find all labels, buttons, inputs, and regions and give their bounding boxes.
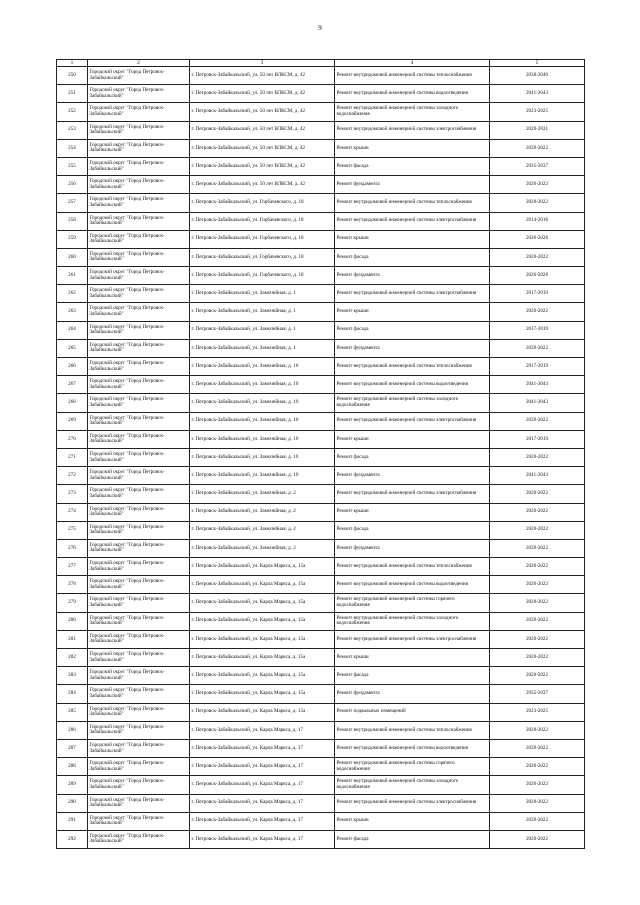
address-cell: г. Петровск-Забайкальский, ул. Замочнйная, д. 2 (190, 485, 335, 503)
column-header: 4 (335, 60, 490, 67)
row-number-cell: 286 (57, 721, 88, 739)
work-type-cell: Ремонт внутридомовой инженерной системы холодного водоснабжения (335, 394, 490, 412)
period-cell: 2020-2022 (490, 539, 585, 557)
table-row (57, 412, 585, 430)
work-type-cell: Ремонт внутридомовой инженерной системы водоотведения (335, 85, 490, 103)
period-cell: 2020-2022 (490, 649, 585, 667)
municipality-cell: Городской округ "Город Петровск-Забайкальский" (88, 194, 190, 212)
row-number-cell: 282 (57, 649, 88, 667)
table-row (57, 139, 585, 157)
table-row (57, 758, 585, 776)
work-type-cell: Ремонт фасада (335, 448, 490, 466)
address-cell: г. Петровск-Забайкальский, ул. Карла Маркса, д. 15а (190, 667, 335, 685)
address-cell: г. Петровск-Забайкальский, ул. Замочнйная, д. 2 (190, 503, 335, 521)
work-type-cell: Ремонт внутридомовой инженерной системы электроснабжения (335, 212, 490, 230)
address-cell: г. Петровск-Забайкальский, ул. 50 лет ВЛКСМ, д. 42 (190, 103, 335, 121)
row-number-cell: 270 (57, 430, 88, 448)
period-cell: 2023-2025 (490, 703, 585, 721)
row-number-cell: 279 (57, 594, 88, 612)
work-type-cell: Ремонт внутридомовой инженерной системы горячего водоснабжения (335, 594, 490, 612)
municipality-cell: Городской округ "Город Петровск-Забайкальский" (88, 412, 190, 430)
address-cell: г. Петровск-Забайкальский, ул. Горбачевского, д. 18 (190, 267, 335, 285)
period-cell: 2017-2019 (490, 321, 585, 339)
table-row (57, 67, 585, 85)
work-type-cell: Ремонт крыши (335, 139, 490, 157)
municipality-cell: Городской округ "Город Петровск-Забайкальский" (88, 539, 190, 557)
period-cell: 2020-2022 (490, 485, 585, 503)
column-header: 2 (88, 60, 190, 67)
municipality-cell: Городской округ "Город Петровск-Забайкальский" (88, 794, 190, 812)
page-number: 9 (318, 24, 322, 32)
table-row (57, 230, 585, 248)
table-row (57, 721, 585, 739)
address-cell: г. Петровск-Забайкальский, ул. Карла Маркса, д. 17 (190, 776, 335, 794)
period-cell: 2020-2022 (490, 594, 585, 612)
work-type-cell: Ремонт фундамента (335, 467, 490, 485)
municipality-cell: Городской округ "Город Петровск-Забайкальский" (88, 212, 190, 230)
table-row (57, 521, 585, 539)
period-cell: 2041-2043 (490, 85, 585, 103)
row-number-cell: 256 (57, 176, 88, 194)
municipality-cell: Городской округ "Город Петровск-Забайкальский" (88, 321, 190, 339)
row-number-cell: 264 (57, 321, 88, 339)
column-header: 1 (57, 60, 88, 67)
row-number-cell: 281 (57, 630, 88, 648)
address-cell: г. Петровск-Забайкальский, ул. Карла Маркса, д. 17 (190, 721, 335, 739)
period-cell: 2020-2022 (490, 303, 585, 321)
address-cell: г. Петровск-Забайкальский, ул. Замочнйная, д. 10 (190, 448, 335, 466)
work-type-cell: Ремонт подвальных помещений (335, 703, 490, 721)
table-row (57, 121, 585, 139)
table-row (57, 485, 585, 503)
period-cell: 2020-2022 (490, 776, 585, 794)
period-cell: 2023-2025 (490, 103, 585, 121)
period-cell: 2038-2040 (490, 67, 585, 85)
municipality-cell: Городской округ "Город Петровск-Забайкальский" (88, 485, 190, 503)
row-number-cell: 284 (57, 685, 88, 703)
work-type-cell: Ремонт внутридомовой инженерной системы электроснабжения (335, 412, 490, 430)
row-number-cell: 272 (57, 467, 88, 485)
municipality-cell: Городской округ "Город Петровск-Забайкальский" (88, 67, 190, 85)
table-header-row (57, 60, 585, 67)
municipality-cell: Городской округ "Город Петровск-Забайкальский" (88, 448, 190, 466)
address-cell: г. Петровск-Забайкальский, ул. Замочнйная, д. 10 (190, 394, 335, 412)
address-cell: г. Петровск-Забайкальский, ул. Замочнйная, д. 10 (190, 430, 335, 448)
municipality-cell: Городской округ "Город Петровск-Забайкальский" (88, 285, 190, 303)
work-type-cell: Ремонт внутридомовой инженерной системы холодного водоснабжения (335, 776, 490, 794)
work-type-cell: Ремонт внутридомовой инженерной системы электроснабжения (335, 121, 490, 139)
period-cell: 2035-2037 (490, 157, 585, 175)
municipality-cell: Городской округ "Город Петровск-Забайкальский" (88, 358, 190, 376)
municipality-cell: Городской округ "Город Петровск-Забайкальский" (88, 121, 190, 139)
work-type-cell: Ремонт фундамента (335, 176, 490, 194)
row-number-cell: 268 (57, 394, 88, 412)
address-cell: г. Петровск-Забайкальский, ул. Карла Маркса, д. 15а (190, 558, 335, 576)
period-cell: 2020-2022 (490, 412, 585, 430)
table-row (57, 212, 585, 230)
work-type-cell: Ремонт внутридомовой инженерной системы теплоснабжения (335, 558, 490, 576)
row-number-cell: 250 (57, 67, 88, 85)
municipality-cell: Городской округ "Город Петровск-Забайкальский" (88, 630, 190, 648)
row-number-cell: 258 (57, 212, 88, 230)
row-number-cell: 275 (57, 521, 88, 539)
period-cell: 2041-2043 (490, 467, 585, 485)
table-row (57, 248, 585, 266)
address-cell: г. Петровск-Забайкальский, ул. Карла Маркса, д. 17 (190, 794, 335, 812)
row-number-cell: 260 (57, 248, 88, 266)
work-type-cell: Ремонт внутридомовой инженерной системы холодного водоснабжения (335, 103, 490, 121)
address-cell: г. Петровск-Забайкальский, ул. 50 лет ВЛКСМ, д. 42 (190, 176, 335, 194)
period-cell: 2014-2016 (490, 212, 585, 230)
period-cell: 2020-2022 (490, 812, 585, 830)
row-number-cell: 255 (57, 157, 88, 175)
table-body (57, 67, 585, 849)
table-row (57, 176, 585, 194)
row-number-cell: 253 (57, 121, 88, 139)
municipality-cell: Городской округ "Город Петровск-Забайкальский" (88, 303, 190, 321)
period-cell: 2020-2022 (490, 194, 585, 212)
municipality-cell: Городской округ "Город Петровск-Забайкальский" (88, 394, 190, 412)
address-cell: г. Петровск-Забайкальский, ул. 50 лет ВЛКСМ, д. 42 (190, 121, 335, 139)
address-cell: г. Петровск-Забайкальский, ул. Замочнйная, д. 10 (190, 376, 335, 394)
municipality-cell: Городской округ "Город Петровск-Забайкальский" (88, 612, 190, 630)
row-number-cell: 252 (57, 103, 88, 121)
work-type-cell: Ремонт внутридомовой инженерной системы теплоснабжения (335, 721, 490, 739)
work-type-cell: Ремонт внутридомовой инженерной системы водоотведения (335, 576, 490, 594)
period-cell: 2029-2031 (490, 121, 585, 139)
row-number-cell: 257 (57, 194, 88, 212)
table-row (57, 830, 585, 848)
work-type-cell: Ремонт фасада (335, 667, 490, 685)
work-type-cell: Ремонт фундамента (335, 539, 490, 557)
period-cell: 2020-2022 (490, 139, 585, 157)
work-type-cell: Ремонт внутридомовой инженерной системы холодного водоснабжения (335, 612, 490, 630)
table-row (57, 376, 585, 394)
table-row (57, 539, 585, 557)
period-cell: 2020-2022 (490, 758, 585, 776)
municipality-cell: Городской округ "Город Петровск-Забайкальский" (88, 267, 190, 285)
column-header: 5 (490, 60, 585, 67)
work-type-cell: Ремонт фасада (335, 157, 490, 175)
address-cell: г. Петровск-Забайкальский, ул. 50 лет ВЛКСМ, д. 42 (190, 157, 335, 175)
municipality-cell: Городской округ "Город Петровск-Забайкальский" (88, 157, 190, 175)
table-row (57, 358, 585, 376)
municipality-cell: Городской округ "Город Петровск-Забайкальский" (88, 230, 190, 248)
table-row (57, 594, 585, 612)
address-cell: г. Петровск-Забайкальский, ул. Замочнйная, д. 10 (190, 467, 335, 485)
address-cell: г. Петровск-Забайкальский, ул. Горбачевского, д. 18 (190, 248, 335, 266)
period-cell: 2035-2037 (490, 685, 585, 703)
municipality-cell: Городской округ "Город Петровск-Забайкальский" (88, 339, 190, 357)
period-cell: 2020-2022 (490, 612, 585, 630)
municipality-cell: Городской округ "Город Петровск-Забайкальский" (88, 467, 190, 485)
work-type-cell: Ремонт внутридомовой инженерной системы электроснабжения (335, 485, 490, 503)
repair-schedule-table (56, 59, 585, 849)
municipality-cell: Городской округ "Город Петровск-Забайкальский" (88, 521, 190, 539)
municipality-cell: Городской округ "Город Петровск-Забайкальский" (88, 776, 190, 794)
address-cell: г. Петровск-Забайкальский, ул. Карла Маркса, д. 15а (190, 703, 335, 721)
address-cell: г. Петровск-Забайкальский, ул. Карла Маркса, д. 15а (190, 594, 335, 612)
table-row (57, 503, 585, 521)
municipality-cell: Городской округ "Город Петровск-Забайкальский" (88, 576, 190, 594)
table-row (57, 194, 585, 212)
work-type-cell: Ремонт фасада (335, 321, 490, 339)
address-cell: г. Петровск-Забайкальский, ул. Замочнйная, д. 2 (190, 539, 335, 557)
municipality-cell: Городской округ "Город Петровск-Забайкальский" (88, 721, 190, 739)
table-row (57, 430, 585, 448)
address-cell: г. Петровск-Забайкальский, ул. Замочнйная, д. 2 (190, 521, 335, 539)
row-number-cell: 274 (57, 503, 88, 521)
period-cell: 2020-2022 (490, 667, 585, 685)
row-number-cell: 259 (57, 230, 88, 248)
column-header: 3 (190, 60, 335, 67)
row-number-cell: 285 (57, 703, 88, 721)
address-cell: г. Петровск-Забайкальский, ул. Карла Маркса, д. 17 (190, 812, 335, 830)
table-row (57, 85, 585, 103)
period-cell: 2020-2022 (490, 248, 585, 266)
table-row (57, 321, 585, 339)
row-number-cell: 269 (57, 412, 88, 430)
row-number-cell: 292 (57, 830, 88, 848)
row-number-cell: 273 (57, 485, 88, 503)
row-number-cell: 290 (57, 794, 88, 812)
period-cell: 2026-2028 (490, 230, 585, 248)
address-cell: г. Петровск-Забайкальский, ул. Замочнйная, д. 1 (190, 321, 335, 339)
row-number-cell: 277 (57, 558, 88, 576)
work-type-cell: Ремонт внутридомовой инженерной системы теплоснабжения (335, 194, 490, 212)
work-type-cell: Ремонт внутридомовой инженерной системы электроснабжения (335, 630, 490, 648)
address-cell: г. Петровск-Забайкальский, ул. Карла Маркса, д. 15а (190, 576, 335, 594)
period-cell: 2020-2022 (490, 558, 585, 576)
address-cell: г. Петровск-Забайкальский, ул. Карла Маркса, д. 17 (190, 739, 335, 757)
table-row (57, 667, 585, 685)
table-row (57, 558, 585, 576)
table-row (57, 157, 585, 175)
row-number-cell: 261 (57, 267, 88, 285)
address-cell: г. Петровск-Забайкальский, ул. 50 лет ВЛКСМ, д. 42 (190, 67, 335, 85)
period-cell: 2020-2022 (490, 794, 585, 812)
address-cell: г. Петровск-Забайкальский, ул. Карла Маркса, д. 15а (190, 612, 335, 630)
row-number-cell: 262 (57, 285, 88, 303)
municipality-cell: Городской округ "Город Петровск-Забайкальский" (88, 685, 190, 703)
address-cell: г. Петровск-Забайкальский, ул. Замочнйная, д. 1 (190, 303, 335, 321)
work-type-cell: Ремонт внутридомовой инженерной системы электроснабжения (335, 794, 490, 812)
municipality-cell: Городской округ "Город Петровск-Забайкальский" (88, 430, 190, 448)
row-number-cell: 291 (57, 812, 88, 830)
work-type-cell: Ремонт внутридомовой инженерной системы водоотведения (335, 376, 490, 394)
period-cell: 2020-2022 (490, 448, 585, 466)
table-row (57, 703, 585, 721)
row-number-cell: 280 (57, 612, 88, 630)
municipality-cell: Городской округ "Город Петровск-Забайкальский" (88, 248, 190, 266)
table-row (57, 285, 585, 303)
row-number-cell: 266 (57, 358, 88, 376)
row-number-cell: 289 (57, 776, 88, 794)
period-cell: 2020-2022 (490, 176, 585, 194)
row-number-cell: 276 (57, 539, 88, 557)
period-cell: 2020-2022 (490, 339, 585, 357)
period-cell: 2020-2022 (490, 576, 585, 594)
period-cell: 2020-2022 (490, 503, 585, 521)
work-type-cell: Ремонт крыши (335, 430, 490, 448)
work-type-cell: Ремонт фасада (335, 830, 490, 848)
municipality-cell: Городской округ "Город Петровск-Забайкальский" (88, 758, 190, 776)
work-type-cell: Ремонт фундамента (335, 267, 490, 285)
period-cell: 2017-2019 (490, 285, 585, 303)
work-type-cell: Ремонт внутридомовой инженерной системы теплоснабжения (335, 358, 490, 376)
address-cell: г. Петровск-Забайкальский, ул. Карла Маркса, д. 17 (190, 830, 335, 848)
row-number-cell: 288 (57, 758, 88, 776)
table-row (57, 794, 585, 812)
table-row (57, 685, 585, 703)
address-cell: г. Петровск-Забайкальский, ул. Карла Маркса, д. 15а (190, 630, 335, 648)
table-row (57, 467, 585, 485)
table-row (57, 303, 585, 321)
table-row (57, 612, 585, 630)
municipality-cell: Городской округ "Город Петровск-Забайкальский" (88, 830, 190, 848)
municipality-cell: Городской округ "Город Петровск-Забайкальский" (88, 667, 190, 685)
municipality-cell: Городской округ "Город Петровск-Забайкальский" (88, 558, 190, 576)
work-type-cell: Ремонт фасада (335, 248, 490, 266)
municipality-cell: Городской округ "Город Петровск-Забайкальский" (88, 85, 190, 103)
row-number-cell: 265 (57, 339, 88, 357)
period-cell: 2017-2019 (490, 430, 585, 448)
work-type-cell: Ремонт внутридомовой инженерной системы горячего водоснабжения (335, 758, 490, 776)
work-type-cell: Ремонт крыши (335, 503, 490, 521)
row-number-cell: 287 (57, 739, 88, 757)
address-cell: г. Петровск-Забайкальский, ул. Замочнйная, д. 10 (190, 358, 335, 376)
work-type-cell: Ремонт внутридомовой инженерной системы водоотведения (335, 739, 490, 757)
address-cell: г. Петровск-Забайкальский, ул. Горбачевского, д. 18 (190, 230, 335, 248)
address-cell: г. Петровск-Забайкальский, ул. Карла Маркса, д. 17 (190, 758, 335, 776)
period-cell: 2041-2043 (490, 376, 585, 394)
work-type-cell: Ремонт внутридомовой инженерной системы электроснабжения (335, 285, 490, 303)
work-type-cell: Ремонт крыши (335, 303, 490, 321)
municipality-cell: Городской округ "Город Петровск-Забайкальский" (88, 812, 190, 830)
work-type-cell: Ремонт фундамента (335, 339, 490, 357)
period-cell: 2017-2019 (490, 358, 585, 376)
work-type-cell: Ремонт крыши (335, 812, 490, 830)
row-number-cell: 267 (57, 376, 88, 394)
table-row (57, 776, 585, 794)
row-number-cell: 263 (57, 303, 88, 321)
municipality-cell: Городской округ "Город Петровск-Забайкальский" (88, 649, 190, 667)
table-row (57, 448, 585, 466)
address-cell: г. Петровск-Забайкальский, ул. Горбачевского, д. 18 (190, 194, 335, 212)
address-cell: г. Петровск-Забайкальский, ул. Карла Маркса, д. 15а (190, 649, 335, 667)
municipality-cell: Городской округ "Город Петровск-Забайкальский" (88, 376, 190, 394)
period-cell: 2026-2028 (490, 267, 585, 285)
address-cell: г. Петровск-Забайкальский, ул. Замочнйная, д. 1 (190, 339, 335, 357)
address-cell: г. Петровск-Забайкальский, ул. 50 лет ВЛКСМ, д. 42 (190, 85, 335, 103)
period-cell: 2020-2022 (490, 830, 585, 848)
address-cell: г. Петровск-Забайкальский, ул. 50 лет ВЛКСМ, д. 42 (190, 139, 335, 157)
municipality-cell: Городской округ "Город Петровск-Забайкальский" (88, 703, 190, 721)
municipality-cell: Городской округ "Город Петровск-Забайкальский" (88, 503, 190, 521)
address-cell: г. Петровск-Забайкальский, ул. Замочнйная, д. 10 (190, 412, 335, 430)
table-row (57, 649, 585, 667)
row-number-cell: 278 (57, 576, 88, 594)
table-row (57, 103, 585, 121)
period-cell: 2020-2022 (490, 521, 585, 539)
row-number-cell: 254 (57, 139, 88, 157)
table-row (57, 739, 585, 757)
work-type-cell: Ремонт фасада (335, 521, 490, 539)
address-cell: г. Петровск-Забайкальский, ул. Замочнйная, д. 1 (190, 285, 335, 303)
period-cell: 2041-2043 (490, 394, 585, 412)
period-cell: 2020-2022 (490, 739, 585, 757)
work-type-cell: Ремонт крыши (335, 649, 490, 667)
work-type-cell: Ремонт внутридомовой инженерной системы теплоснабжения (335, 67, 490, 85)
row-number-cell: 251 (57, 85, 88, 103)
municipality-cell: Городской округ "Город Петровск-Забайкальский" (88, 594, 190, 612)
row-number-cell: 283 (57, 667, 88, 685)
period-cell: 2020-2022 (490, 630, 585, 648)
row-number-cell: 271 (57, 448, 88, 466)
municipality-cell: Городской округ "Город Петровск-Забайкальский" (88, 103, 190, 121)
municipality-cell: Городской округ "Город Петровск-Забайкальский" (88, 739, 190, 757)
address-cell: г. Петровск-Забайкальский, ул. Горбачевского, д. 18 (190, 212, 335, 230)
table-row (57, 630, 585, 648)
municipality-cell: Городской округ "Город Петровск-Забайкальский" (88, 176, 190, 194)
address-cell: г. Петровск-Забайкальский, ул. Карла Маркса, д. 15а (190, 685, 335, 703)
table-row (57, 394, 585, 412)
table-row (57, 812, 585, 830)
table-row (57, 576, 585, 594)
work-type-cell: Ремонт фундамента (335, 685, 490, 703)
table-row (57, 339, 585, 357)
municipality-cell: Городской округ "Город Петровск-Забайкальский" (88, 139, 190, 157)
period-cell: 2020-2022 (490, 721, 585, 739)
table-row (57, 267, 585, 285)
work-type-cell: Ремонт крыши (335, 230, 490, 248)
